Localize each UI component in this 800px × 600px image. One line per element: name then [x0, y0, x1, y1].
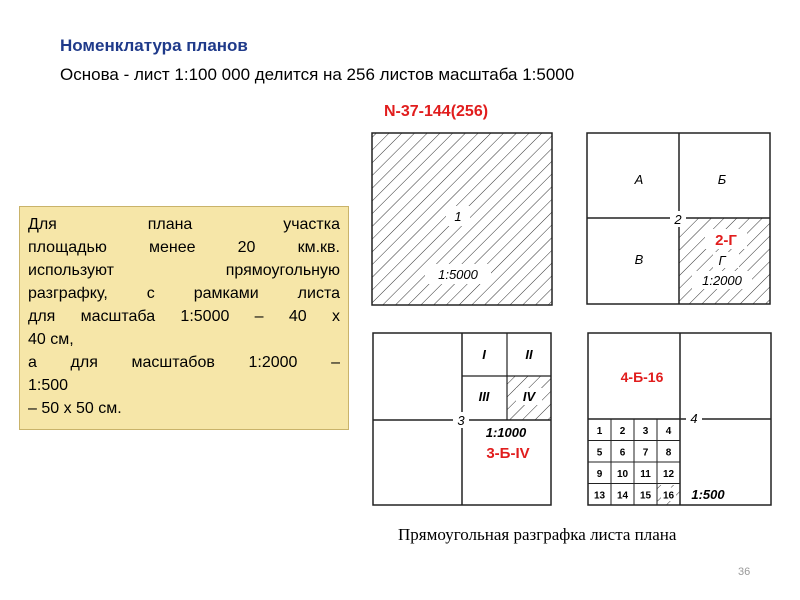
- diagram-1: [372, 133, 552, 305]
- diagram-4-code: 4-Б-16: [620, 369, 664, 385]
- grid-cell-number: 13: [593, 490, 606, 502]
- diagram-2: [587, 133, 770, 304]
- note-line: для масштаба 1:5000 – 40 х: [28, 308, 340, 325]
- quadrant-i: I: [482, 347, 486, 362]
- diagram-3-scale: 1:1000: [485, 425, 527, 440]
- grid-cell-number: 1: [596, 426, 603, 437]
- diagram-2-scale: 1:2000: [702, 273, 742, 288]
- grid-cell-number: 7: [642, 447, 649, 459]
- grid-cell-number: 11: [640, 469, 651, 480]
- quadrant-ii: II: [525, 347, 533, 362]
- grid-cell-number: 12: [662, 469, 675, 480]
- quadrant-b: Б: [717, 172, 727, 187]
- note-line: площадью менее 20 км.кв.: [28, 239, 340, 256]
- label-bg: [713, 252, 739, 268]
- grid-cell-number: 8: [665, 447, 672, 459]
- note-line: разграфку, с рамками листа: [28, 285, 340, 302]
- quadrant-g: Г: [718, 253, 726, 268]
- note-line: а для масштабов 1:2000 –: [28, 354, 340, 371]
- diagram-3-code: 3-Б-IV: [486, 445, 530, 462]
- note-line: 1:500: [28, 377, 69, 394]
- grid-cell-number: 6: [619, 447, 626, 459]
- page-title: Номенклатура планов: [60, 36, 248, 55]
- figure-caption: Прямоугольная разграфка листа плана: [398, 525, 677, 544]
- note-line: используют прямоугольную: [28, 262, 340, 279]
- quadrant-iv: IV: [522, 389, 536, 404]
- grid-cell-number: 14: [616, 490, 629, 502]
- diagram-3-number: 3: [457, 413, 465, 428]
- note-line: Для плана участка: [28, 216, 340, 233]
- diagram-2-number: 2: [674, 212, 682, 227]
- diagram-3: [373, 333, 551, 505]
- grid-cell-number: 2: [619, 426, 626, 437]
- diagram-4-number: 4: [690, 411, 698, 426]
- grid-cell-number: 3: [642, 426, 649, 437]
- page-subtitle: Основа - лист 1:100 000 делится на 256 листов масштаба 1:5000: [60, 65, 575, 84]
- quadrant-v: В: [634, 252, 644, 267]
- grid-cell-number: 16: [662, 490, 675, 502]
- grid-cell-number: 4: [665, 426, 672, 437]
- grid-cell-number: 10: [616, 469, 629, 480]
- note-line: – 50 х 50 см.: [28, 400, 122, 417]
- note-line: 40 см,: [28, 331, 74, 348]
- diagram-2-code: 2-Г: [715, 232, 737, 249]
- slide-number: 36: [738, 566, 751, 578]
- sheet-code-label: N-37-144(256): [384, 103, 489, 120]
- small-sheet-grid: [588, 419, 680, 505]
- diagram-4: [588, 333, 771, 505]
- quadrant-iii: III: [478, 389, 490, 404]
- grid-cell-number: 15: [639, 490, 652, 502]
- diagram-1-number: 1: [454, 209, 462, 224]
- diagram-4-scale: 1:500: [691, 487, 725, 502]
- grid-cell-number: 9: [596, 469, 603, 480]
- grid-cell-number: 5: [596, 447, 603, 459]
- quadrant-a: А: [634, 172, 644, 187]
- diagram-1-scale: 1:5000: [438, 267, 478, 282]
